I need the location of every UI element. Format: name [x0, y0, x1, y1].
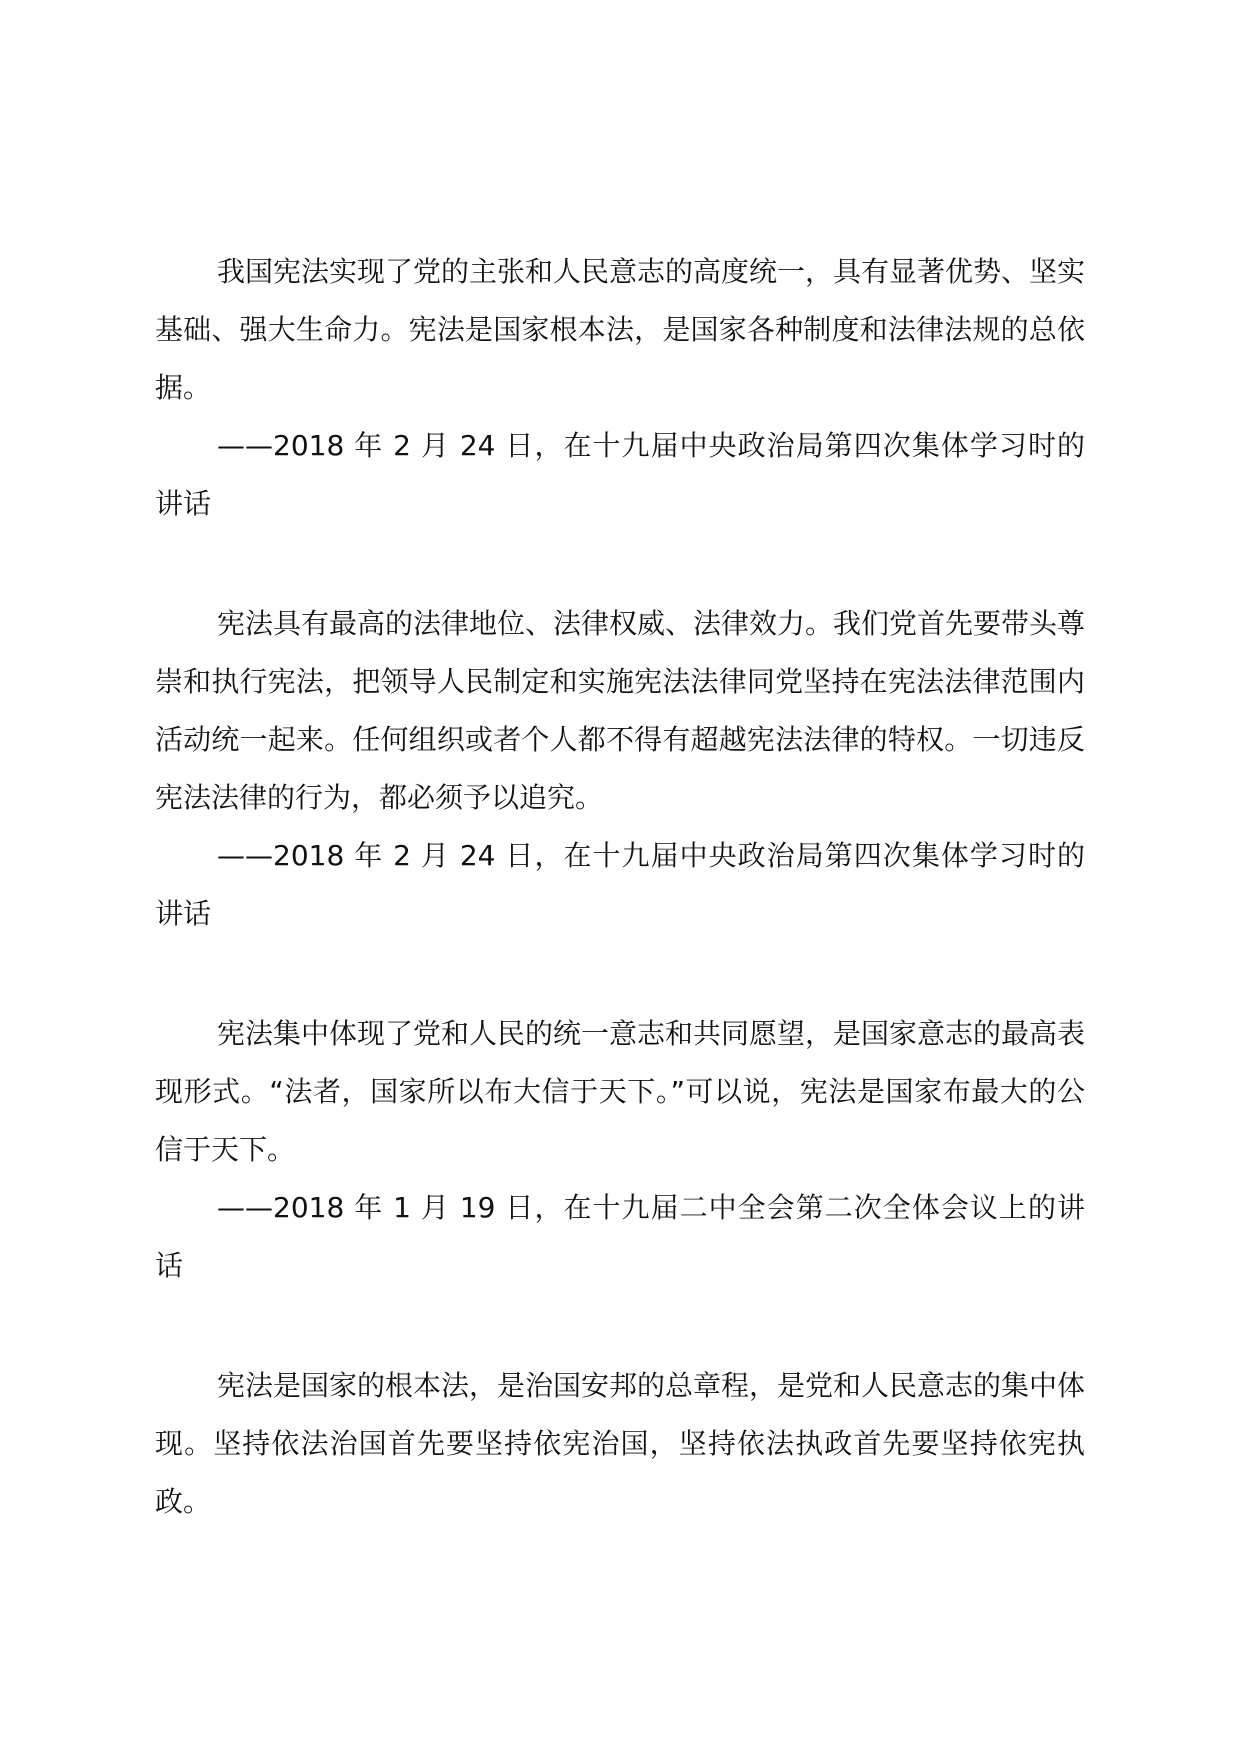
quote-block [155, 1357, 1085, 1531]
quote-source: ——2018 年 2 月 24 日，在十九届中央政治局第四次集体学习时的讲话 [155, 429, 1085, 520]
quote-block [155, 243, 1085, 533]
quote-paragraph: 宪法是国家的根本法，是治国安邦的总章程，是党和人民意志的集中体现。坚持依法治国首先要坚持依宪治国，坚持依法执政首先要坚持依宪执政。 [155, 1369, 1086, 1518]
quote-block [155, 1005, 1085, 1295]
quote-source: ——2018 年 1 月 19 日，在十九届二中全会第二次全体会议上的讲话 [155, 1191, 1085, 1282]
quote-source: ——2018 年 2 月 24 日，在十九届中央政治局第四次集体学习时的讲话 [155, 839, 1085, 930]
quote-paragraph: 宪法具有最高的法律地位、法律权威、法律效力。我们党首先要带头尊崇和执行宪法，把领导人民制定和实施宪法法律同党坚持在宪法法律范围内活动统一起来。任何组织或者个人都不得有超越宪法法律的特权。一切违反宪法法律的行为，都必须予以追究。 [155, 607, 1086, 814]
quote-paragraph: 我国宪法实现了党的主张和人民意志的高度统一，具有显著优势、坚实基础、强大生命力。宪法是国家根本法，是国家各种制度和法律法规的总依据。 [155, 255, 1086, 404]
quote-block [155, 595, 1085, 943]
document-body [155, 243, 1085, 1531]
quote-paragraph: 宪法集中体现了党和人民的统一意志和共同愿望，是国家意志的最高表现形式。“法者，国家所以布大信于天下。”可以说，宪法是国家布最大的公信于天下。 [155, 1017, 1086, 1166]
